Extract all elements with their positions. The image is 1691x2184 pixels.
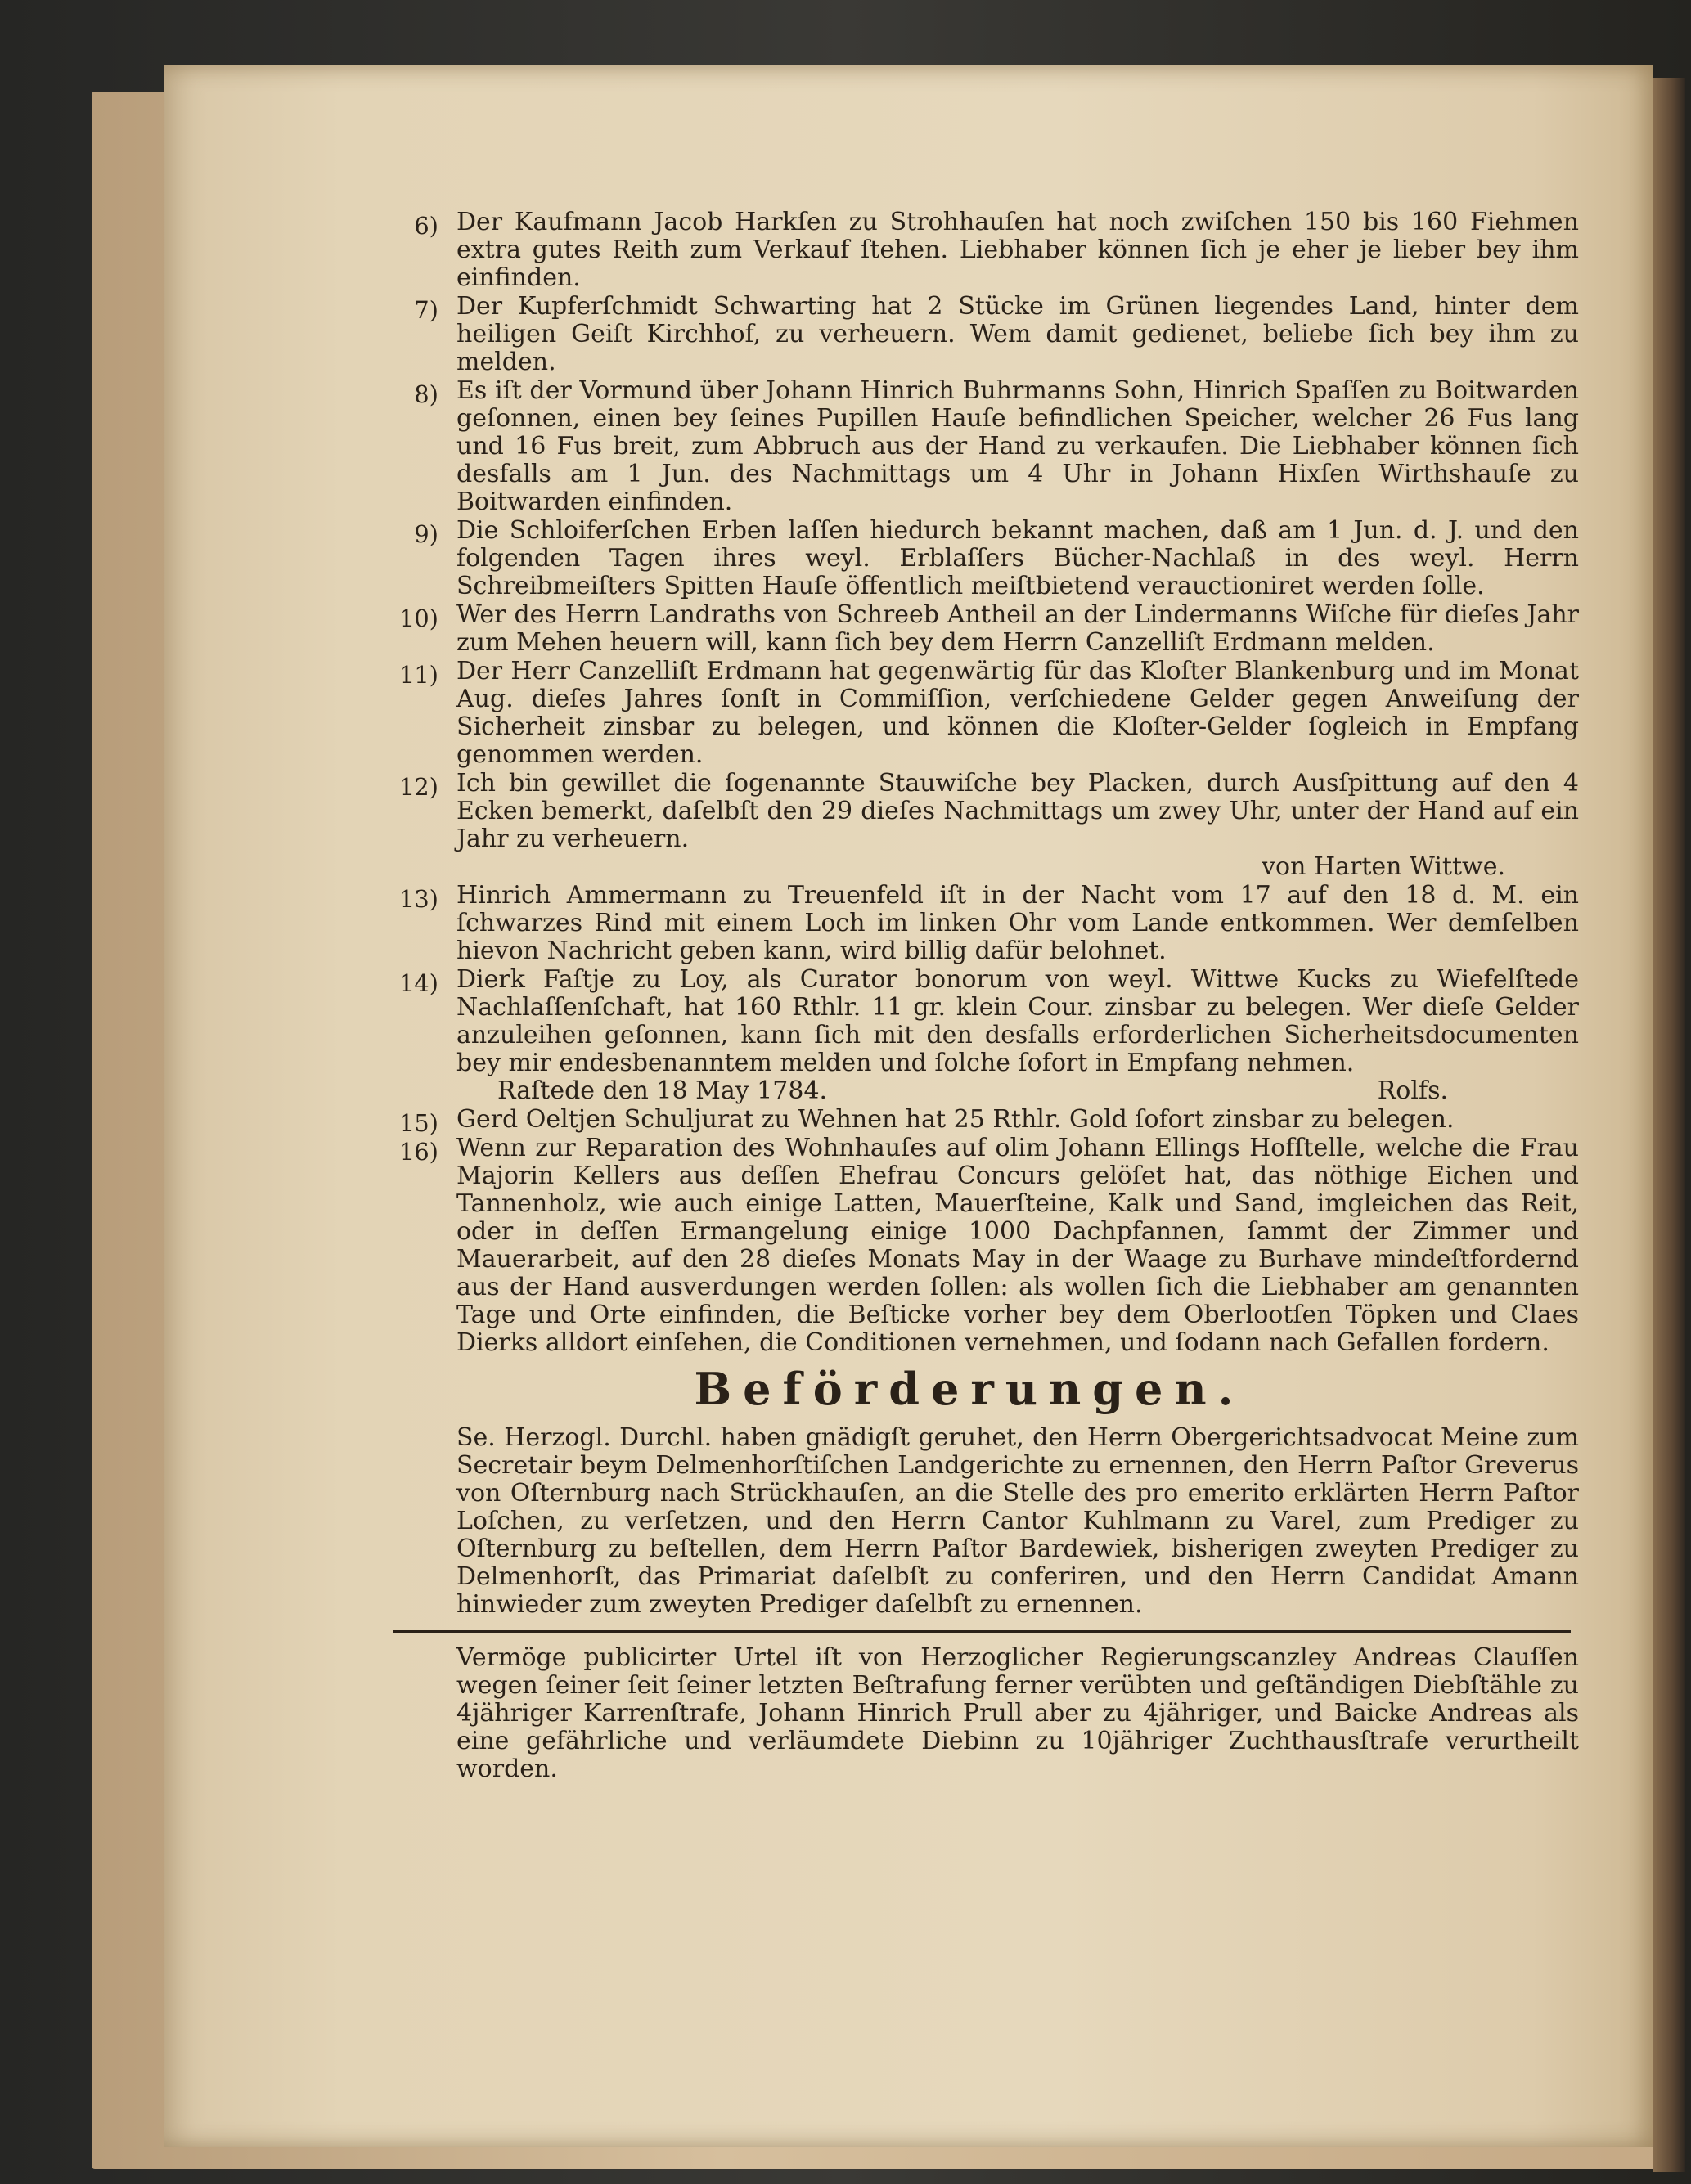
notice-number: 9): [414, 520, 438, 548]
notice-12: [360, 770, 1579, 881]
notice-dateline: [456, 1077, 1579, 1105]
notice-9: [360, 517, 1579, 600]
closing-notice: Vermöge publicirter Urtel iſt von Herzoglicher Regierungscanzley Andreas Clauſſen wegen ſeiner ſeit ſeiner letzten Beſtrafung ferner verübten und geſtändigen Diebſtähle zu 4jähriger Karrenſtrafe, Johann Hinrich Prull aber zu 4jähriger, und Baicke Andreas als eine gefährliche und verläumdete Diebinn zu 10jähriger Zuchthausſtrafe verurtheilt worden.: [456, 1643, 1579, 1783]
notice-7: [360, 293, 1579, 376]
notice-text: Wenn zur Reparation des Wohnhauſes auf olim Johann Ellings Hofſtelle, welche die Frau Majorin Kellers aus deſſen Ehefrau Concurs gelöſet hat, das nöthige Eichen und Tannenholz, wie auch einige Latten, Mauerſteine, Kalk und Sand, imgleichen das Reit, oder in deſſen Ermangelung einige 1000 Dachpfannen, ſammt der Zimmer und Mauerarbeit, auf den 28 dieſes Monats May in der Waage zu Burhave mindeſtfordernd aus der Hand ausverdungen werden ſollen: als wollen ſich die Liebhaber am genannten Tage und Orte einfinden, die Beſticke vorher bey dem Oberlootſen Töpken und Claes Dierks alldort einſehen, die Conditionen vernehmen, und ſodann nach Gefallen fordern.: [456, 1134, 1579, 1357]
notice-6: [360, 209, 1579, 292]
notice-text: Ich bin gewillet die ſogenannte Stauwiſche bey Placken, durch Ausſpittung auf den 4 Ecken bemerkt, daſelbſt den 29 dieſes Nachmittags um zwey Uhr, unter der Hand auf ein Jahr zu verheuern.: [456, 769, 1579, 853]
dateline-place-date: Raſtede den 18 May 1784.: [497, 1076, 828, 1105]
page-text: [360, 209, 1579, 1783]
notice-text: Der Kaufmann Jacob Harkſen zu Strohhauſen hat noch zwiſchen 150 bis 160 Fiehmen extra gutes Reith zum Verkauf ſtehen. Liebhaber können ſich je eher je lieber bey ihm einfinden.: [456, 208, 1579, 292]
notice-8: [360, 377, 1579, 516]
notice-text: Hinrich Ammermann zu Treuenfeld iſt in der Nacht vom 17 auf den 18 d. M. ein ſchwarzes Rind mit einem Loch im linken Ohr vom Lande entkommen. Wer demſelben hievon Nachricht geben kann, wird billig dafür belohnet.: [456, 881, 1579, 965]
notice-text: Der Herr Canzelliſt Erdmann hat gegenwärtig für das Kloſter Blankenburg und im Monat Aug. dieſes Jahres ſonſt in Commiſſion, verſchiedene Gelder gegen Anweiſung der Sicherheit zinsbar zu belegen, und können die Kloſter-Gelder ſogleich in Empfang genommen werden.: [456, 657, 1579, 769]
notice-number: 14): [398, 969, 438, 997]
notice-number: 10): [398, 604, 438, 632]
notice-number: 12): [398, 773, 438, 801]
notice-text: Es iſt der Vormund über Johann Hinrich Buhrmanns Sohn, Hinrich Spaſſen zu Boitwarden geſonnen, einen bey ſeines Pupillen Hauſe befindlichen Speicher, welcher 26 Fus lang und 16 Fus breit, zum Abbruch aus der Hand zu verkaufen. Die Liebhaber können ſich desfalls am 1 Jun. des Nachmittags um 4 Uhr in Johann Hixſen Wirthshauſe zu Boitwarden einfinden.: [456, 376, 1579, 516]
notice-13: [360, 882, 1579, 965]
notice-text: Der Kupferſchmidt Schwarting hat 2 Stücke im Grünen liegendes Land, hinter dem heiligen Geiſt Kirchhof, zu verheuern. Wem damit gedienet, beliebe ſich bey ihm zu melden.: [456, 292, 1579, 376]
notice-number: 8): [414, 380, 438, 408]
notice-text: Die Schloiferſchen Erben laſſen hiedurch bekannt machen, daß am 1 Jun. d. J. und den folgenden Tagen ihres weyl. Erblaſſers Bücher-Nachlaß in des weyl. Herrn Schreibmeiſters Spitten Hauſe öffentlich meiſtbietend verauctioniret werden ſolle.: [456, 516, 1579, 600]
dateline-name: Rolfs.: [1377, 1076, 1448, 1105]
notice-number: 13): [398, 885, 438, 913]
notice-number: 7): [414, 296, 438, 324]
notice-signature: von Harten Wittwe.: [1262, 852, 1505, 881]
notice-16: [360, 1135, 1579, 1357]
section-body: Se. Herzogl. Durchl. haben gnädigſt geruhet, den Herrn Obergerichtsadvocat Meine zum Secretair beym Delmenhorſtiſchen Landgerichte zu ernennen, den Herrn Paſtor Greverus von Oſternburg nach Strückhauſen, an die Stelle des pro emerito erklärten Herrn Paſtor Loſchen, zu verſetzen, und den Herrn Cantor Kuhlmann zu Varel, zum Prediger zu Oſternburg zu beſtellen, dem Herrn Paſtor Bardewiek, bisherigen zweyten Prediger zu Delmenhorſt, das Primariat daſelbſt zu conferiren, und den Herrn Candidat Amann hinwieder zum zweyten Prediger daſelbſt zu ernennen.: [456, 1423, 1579, 1619]
horizontal-rule: [393, 1630, 1571, 1633]
notice-number: 16): [398, 1138, 438, 1166]
notice-11: [360, 658, 1579, 769]
notice-15: [360, 1105, 1579, 1137]
notice-text: Gerd Oeltjen Schuljurat zu Wehnen hat 25 Rthlr. Gold ſofort zinsbar zu belegen.: [456, 1105, 1455, 1134]
notice-text: Wer des Herrn Landraths von Schreeb Antheil an der Lindermanns Wiſche für dieſes Jahr zum Mehen heuern will, kann ſich bey dem Herrn Canzelliſt Erdmann melden.: [456, 600, 1579, 657]
notice-14: [360, 966, 1579, 1105]
notice-number: 6): [414, 212, 438, 240]
notice-10: [360, 601, 1579, 657]
section-heading: Beförderungen.: [694, 1363, 1245, 1415]
binding-gutter: [1653, 78, 1685, 2172]
notice-number: 15): [398, 1109, 438, 1137]
notice-number: 11): [398, 661, 438, 689]
notice-text: Dierk Faſtje zu Loy, als Curator bonorum von weyl. Wittwe Kucks zu Wiefelſtede Nachlaſſenſchaft, hat 160 Rthlr. 11 gr. klein Cour. zinsbar zu belegen. Wer dieſe Gelder anzuleihen geſonnen, kann ſich mit den desfalls erforderlichen Sicherheitsdocumenten bey mir endesbenanntem melden und ſolche ſofort in Empfang nehmen.: [456, 965, 1579, 1077]
